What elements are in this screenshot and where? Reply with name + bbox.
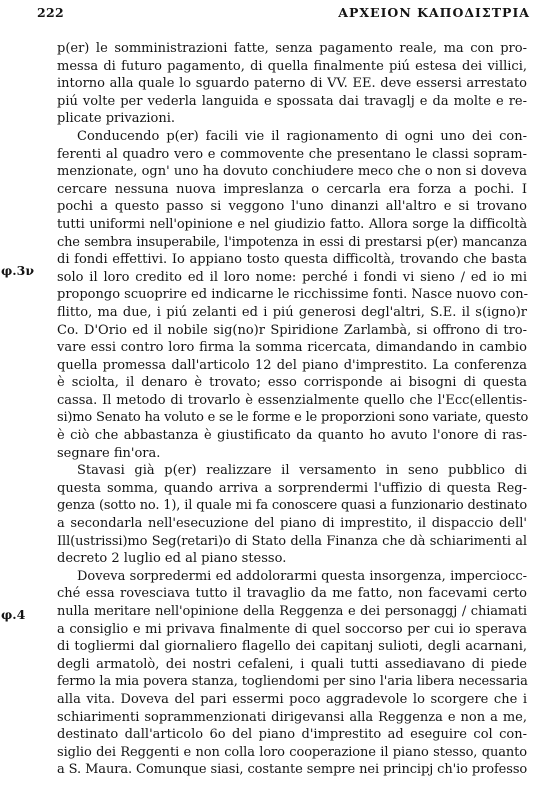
text-line: cercare nessuna nuova impreslanza o cercarla era forza a pochi. I [57,181,527,197]
text-line: è sciolta, il denaro è trovato; esso corrisponde ai bisogni di questa [57,375,527,391]
text-line: che sembra insuperabile, l'impotenza in essi di prestarsi p(er) mancanza [57,234,527,250]
page-header [37,5,530,25]
text-line: menzionate, ogn' uno ha dovuto conchiudere meco che o non si doveva [57,164,527,180]
text-line: vare essi contro loro firma la somma ricercata, dimandando in cambio [57,340,527,356]
text-line: a secondarla nell'esecuzione del piano di imprestito, il dispaccio dell' [57,516,527,532]
text-line: questa somma, quando arriva a sorprendermi l'uffizio di questa Reg- [57,480,527,496]
text-line: propongo scuoprire ed indicarne le ricchissime fonti. Nasce nuovo con- [57,287,529,303]
text-line: tutti uniformi nell'opinione e nel giudizio fatto. Allora sorge la difficoltà [57,216,527,232]
text-line: alla vita. Doveva del pari essermi poco aggradevole lo scorgere che i [57,691,527,707]
body-text [57,40,527,779]
text-line: ferenti al quadro vero e commovente che presentano le classi sopram- [57,146,527,162]
text-line: pochi a questo passo si veggono l'uno dinanzi all'altro e si trovano [57,199,527,215]
text-line: Conducendo p(er) facili vie il ragionamento di ogni uno dei con- [77,128,527,144]
text-line: Co. D'Orio ed il nobile sig(no)r Spiridione Zarlambà, si offrono di tro- [57,322,527,338]
text-line: genza (sotto no. 1), il quale mi fa conoscere quasi a funzionario destinato [57,498,527,514]
text-line: flitto, ma due, i piú zelanti ed i piú generosi degl'altri, S.E. il s(igno)r [57,304,527,320]
text-line: a S. Maura. Comunque siasi, costante sempre nei principj ch'io professo [57,762,528,778]
text-line: nulla meritare nell'opinione della Reggenza e dei personaggj / chiamati [57,604,527,619]
margin-note-folio-3v: φ.3ν [1,263,35,278]
text-line: degli armatolò, dei nostri cefaleni, i quali tutti assediavano di piede [57,656,527,672]
text-line: segnare fin'ora. [57,445,161,461]
text-line: siglio dei Reggenti e non colla loro cooperazione il piano stesso, quanto [57,744,527,760]
text-line: schiarimenti soprammenzionati dirigevansi alla Reggenza e non a me, [57,709,527,725]
text-line: plicate privazioni. [57,111,176,127]
text-line: Ill(ustrissi)mo Seg(retari)o di Stato della Finanza che dà schiarimenti al [57,533,527,549]
margin-note-folio-4: φ.4 [1,607,26,622]
page-number: 222 [37,5,64,20]
text-line: piú volte per vederla languida e spossata dai travaglj e da molte e re- [57,93,527,109]
text-line: di fondi effettivi. Io appiano tosto questa difficoltà, trovando che basta [57,252,527,268]
text-line: ché essa rovesciava tutto il travaglio da me fatto, non facevami certo [57,586,527,602]
text-line: è ciò che abbastanza è giustificato da quanto ho avuto l'onore di ras- [57,428,527,444]
text-line: intorno alla quale lo sguardo paterno di VV. EE. deve essersi arrestato [57,76,527,92]
text-line: solo il loro credito ed il loro nome: perché i fondi vi sieno / ed io mi [57,269,527,285]
text-line: si)mo Senato ha voluto e se le forme e le proporzioni sono variate, questo [57,410,529,426]
text-line: a consiglio e mi privava finalmente di quel soccorso per cui io sperava [57,621,527,637]
text-line: fermo la mia povera stanza, togliendomi per sino l'aria libera necessaria [57,674,528,690]
text-line: decreto 2 luglio ed al piano stesso. [57,551,287,567]
text-line: destinato dall'articolo 6o del piano d'imprestito ad eseguire col con- [57,727,527,743]
text-line: Stavasi già p(er) realizzare il versamento in seno pubblico di [77,463,527,479]
text-line: messa di futuro pagamento, di quella finalmente piú estesa dei villici, [57,58,527,74]
text-line: cassa. Il metodo di trovarlo è essenzialmente quello che l'Ecc(ellentis- [57,392,527,408]
text-line: quella promessa dall'articolo 12 del piano d'imprestito. La conferenza [57,357,527,373]
text-line: Doveva sorpredermi ed addolorarmi questa insorgenza, imperciocc- [77,568,527,584]
text-line: p(er) le somministrazioni fatte, senza pagamento reale, ma con pro- [57,41,527,56]
running-title: ΑΡΧΕΙΟΝ ΚΑΠΟΔΙΣΤΡΙΑ [338,5,530,20]
text-line: di togliermi dal giornaliero flagello dei capitanj sulioti, degli acarnani, [57,639,527,655]
